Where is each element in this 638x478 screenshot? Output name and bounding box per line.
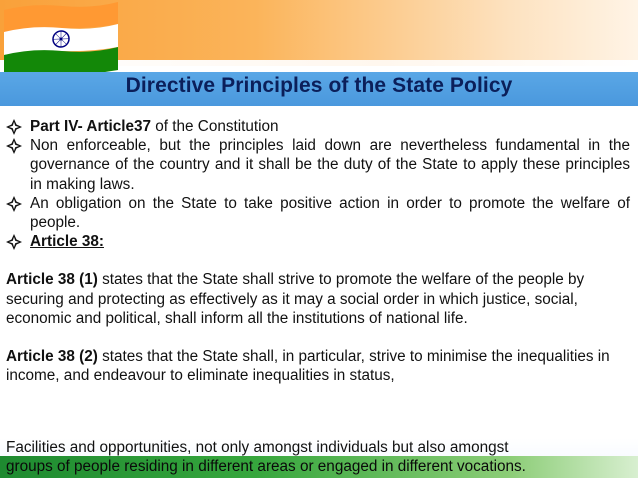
article-38-2-line4: groups of people residing in different areas or engaged in different vocations. xyxy=(6,458,526,476)
article-38-2-line3: Facilities and opportunities, not only amongst individuals but also amongst xyxy=(6,439,509,456)
article-38-1-text: states that the State shall strive to promote the welfare of the people by securing and protecting as effectively as it may a social order in which justice, social, economic and political, shall inform all the institutions of national life. xyxy=(6,271,585,327)
article-38-1-paragraph xyxy=(6,270,630,328)
bullet-bold-text: Part IV- Article37 xyxy=(30,118,152,135)
four-diamond-bullet-icon xyxy=(6,234,22,250)
four-diamond-bullet-icon xyxy=(6,119,22,135)
bullet-text: An obligation on the State to take positive action in order to promote the welfare of people. xyxy=(30,194,630,232)
indian-flag-icon xyxy=(2,0,120,76)
bullet-item xyxy=(6,232,630,251)
article-38-heading: Article 38: xyxy=(30,233,104,251)
article-38-2-lead: Article 38 (2) xyxy=(6,348,98,366)
four-diamond-bullet-icon xyxy=(6,196,22,212)
bullet-item xyxy=(6,136,630,194)
article-38-2-paragraph xyxy=(6,347,630,385)
bullet-text: Non enforceable, but the principles laid down are nevertheless fundamental in the governance of the country and it shall be the duty of the State to apply these principles in making laws. xyxy=(30,137,630,193)
article-38-2-continuation xyxy=(6,438,632,476)
article-38-1-lead: Article 38 (1) xyxy=(6,271,98,289)
page-title: Directive Principles of the State Policy xyxy=(125,74,513,97)
bullet-text: of the Constitution xyxy=(151,118,279,135)
article-38-2-text: states that the State shall, in particular, strive to minimise the inequalities in income, and endeavour to eliminate inequalities in status, xyxy=(6,348,610,385)
slide-content xyxy=(6,117,630,385)
bullet-item xyxy=(6,117,630,136)
bullet-item xyxy=(6,194,630,232)
four-diamond-bullet-icon xyxy=(6,138,22,154)
